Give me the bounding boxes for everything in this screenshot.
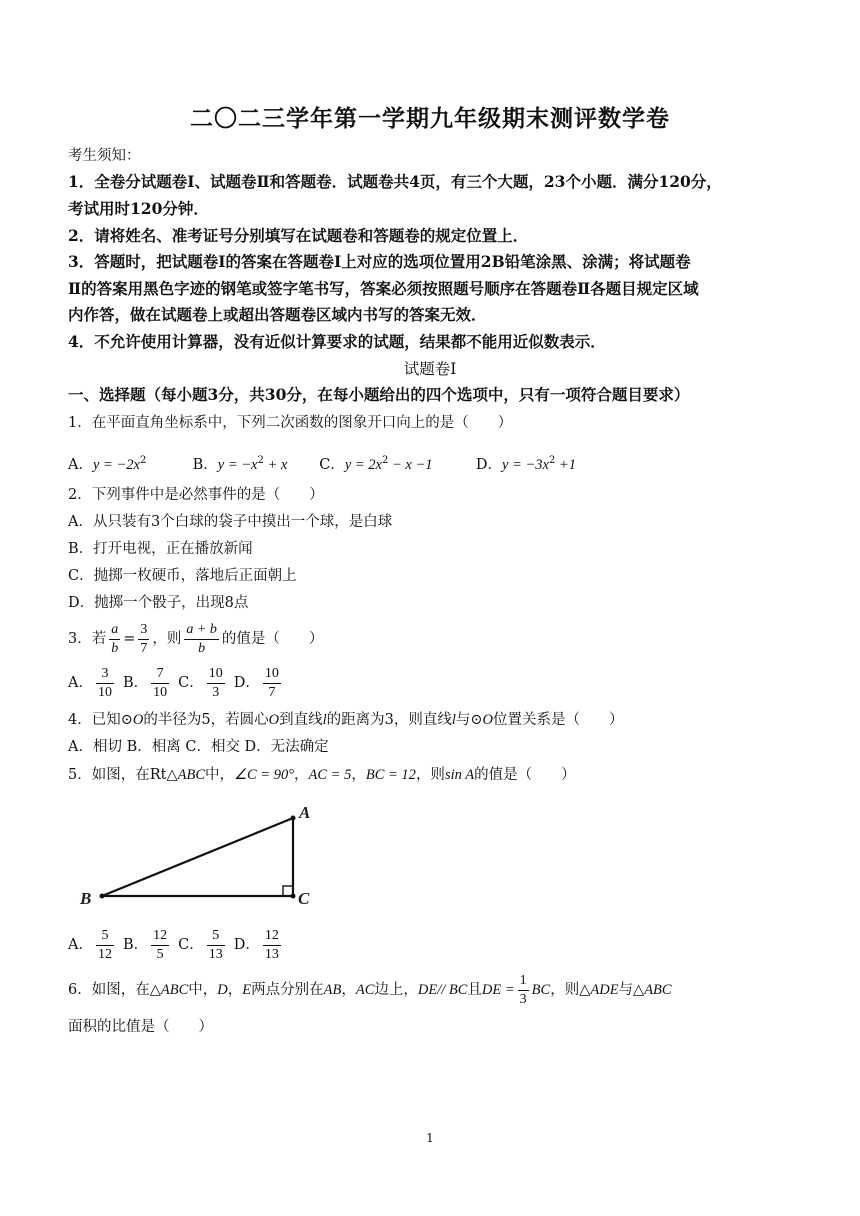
- q1-b-label: B．: [192, 457, 218, 473]
- q4-o2: O: [268, 712, 280, 728]
- q4-part-b: 的半径为5，若圆心: [143, 712, 269, 728]
- q5-point-b: [100, 894, 105, 899]
- q3-options: [68, 664, 798, 702]
- q1-a-label: A．: [68, 457, 93, 473]
- q3-option-label: C．: [178, 675, 204, 691]
- q3-option-fraction: [151, 666, 169, 701]
- q1-d-tail: +1: [555, 457, 576, 473]
- q3-option-numerator: 10: [207, 666, 225, 684]
- notice-item-4: 4．不允许使用计算器，没有近似计算要求的试题，结果都不能用近似数表示．: [68, 332, 606, 351]
- q6-part-k: 与△: [618, 982, 645, 998]
- q6-part-c: ，: [227, 982, 243, 998]
- q3-option-label: D．: [233, 675, 260, 691]
- q2-option-b: B．打开电视，正在播放新闻: [68, 541, 253, 557]
- q1-b-expr: y = −x: [217, 457, 258, 473]
- q5-option-denominator: 5: [156, 946, 164, 962]
- q3-option-numerator: 7: [151, 666, 169, 684]
- q5-option-numerator: 5: [96, 928, 114, 946]
- notice-item-3-cont2: 内作答，做在试题卷上或超出答题卷区域内书写的答案无效．: [68, 305, 487, 324]
- q5-side-ab: [102, 818, 293, 896]
- q3-option-label: A．: [68, 675, 93, 691]
- q6-e: E: [242, 982, 252, 998]
- q2-option-d: D．抛掷一个骰子，出现8点: [68, 595, 249, 611]
- q3-option-a: [68, 664, 117, 702]
- q6-d: D: [217, 982, 228, 998]
- q3-frac-a-b: [109, 622, 120, 657]
- q1-a-expr: y = −2x: [92, 457, 140, 473]
- q3-option-fraction: [207, 666, 225, 701]
- notice-item-2: 2．请将姓名、准考证号分别填写在试题卷和答题卷的规定位置上．: [68, 226, 529, 245]
- q4-part-d: 的距离为3，则直线: [326, 712, 452, 728]
- q5-option-numerator: 12: [151, 928, 169, 946]
- q3-frac-sum: [184, 622, 218, 657]
- q2-stem: 2．下列事件中是必然事件的是（ ）: [68, 487, 324, 503]
- q3-option-denominator: 7: [268, 684, 276, 700]
- q5-label-a: A: [299, 803, 311, 822]
- q5-part-f: 的值是（ ）: [474, 767, 576, 783]
- q1-a-sup: 2: [139, 455, 147, 466]
- q5-part-b: 中，: [205, 767, 235, 783]
- q3-post: 的值是（ ）: [221, 631, 324, 647]
- q5-option-d: [234, 926, 284, 964]
- q5-bc: BC = 12: [365, 767, 416, 783]
- q5-option-label: D．: [233, 937, 260, 953]
- q3-option-numerator: 3: [96, 666, 114, 684]
- q1-c-expr: y = 2x: [344, 457, 382, 473]
- q1-b-sup: 2: [257, 455, 264, 466]
- q1-option-d: [476, 451, 576, 475]
- q5-option-numerator: 12: [263, 928, 281, 946]
- q5-point-c: [291, 894, 296, 899]
- q4-options: A．相切 B．相离 C．相交 D．无法确定: [68, 739, 329, 755]
- q1-d-sup: 2: [548, 455, 556, 466]
- q6-part-a: 6．如图，在△: [68, 982, 161, 998]
- exam-title: 二〇二三学年第一学期九年级期末测评数学卷: [190, 105, 670, 132]
- q1-c-label: C．: [319, 457, 345, 473]
- q5-option-label: B．: [122, 937, 149, 953]
- q6-parallel: DE// BC: [417, 982, 468, 998]
- q1-options: [68, 451, 798, 475]
- q4-l1: l: [322, 712, 327, 728]
- q5-option-fraction: [151, 928, 169, 963]
- q1-b-tail: + x: [263, 457, 288, 473]
- q5-option-fraction: [263, 928, 281, 963]
- q5-option-fraction: [207, 928, 225, 963]
- q5-stem: [68, 765, 798, 785]
- q6-part-b: 中，: [188, 982, 218, 998]
- q5-option-fraction: [96, 928, 114, 963]
- q1-c-sup: 2: [381, 455, 389, 466]
- q5-abc: ABC: [177, 767, 206, 783]
- q4-part-f: 位置关系是（ ）: [493, 712, 624, 728]
- q6-frac-den: 3: [519, 991, 527, 1007]
- q1-d-expr: y = −3x: [501, 457, 549, 473]
- q5-label-c: C: [298, 889, 310, 908]
- notice-item-1-cont: 考试用时120分钟．: [68, 199, 209, 218]
- q5-option-label: A．: [68, 937, 93, 953]
- q5-option-label: C．: [178, 937, 204, 953]
- q3-f3-den: b: [198, 640, 206, 656]
- q5-options: [68, 926, 798, 964]
- notice-item-1: 1．全卷分试题卷Ⅰ、试题卷Ⅱ和答题卷．试题卷共4页，有三个大题，23个小题．满分120分，: [68, 172, 722, 191]
- q3-eq: =: [123, 631, 136, 647]
- q4-stem: [68, 710, 798, 730]
- q1-d-label: D．: [475, 457, 502, 473]
- q5-part-a: 5．如图，在Rt△: [68, 767, 178, 783]
- q6-part-h: 边上，: [374, 982, 418, 998]
- q3-f1-den: b: [111, 640, 119, 656]
- q5-option-c: [178, 926, 228, 964]
- q3-option-c: [178, 664, 228, 702]
- q6-part-g: ，: [341, 982, 356, 998]
- q6-stem-cont: 面积的比值是（ ）: [68, 1019, 213, 1035]
- q6-frac-num: 1: [518, 973, 529, 991]
- q4-o3: O: [482, 712, 494, 728]
- q5-ac: AC = 5: [308, 767, 352, 783]
- q5-option-a: [68, 926, 117, 964]
- q6-ab: AB: [323, 982, 342, 998]
- q6-bc: BC: [531, 982, 551, 998]
- notice-item-3-cont: Ⅱ的答案用黑色字迹的钢笔或签字笔书写，答案必须按照题号顺序在答题卷Ⅱ各题目规定区域: [68, 279, 699, 298]
- q4-part-e: 与⊙: [455, 712, 483, 728]
- q5-part-e: ，则: [415, 767, 445, 783]
- q6-ade: ADE: [590, 982, 619, 998]
- q4-part-c: 到直线: [279, 712, 323, 728]
- q5-option-denominator: 12: [97, 946, 112, 962]
- page-number: 1: [426, 1131, 434, 1145]
- q5-triangle-figure: [76, 800, 326, 912]
- q5-part-d: ，: [351, 767, 366, 783]
- q3-option-d: [234, 664, 284, 702]
- q5-option-denominator: 13: [208, 946, 223, 962]
- q5-option-numerator: 5: [207, 928, 225, 946]
- q1-stem: 1．在平面直角坐标系中，下列二次函数的图象开口向上的是（ ）: [68, 415, 513, 431]
- q3-option-fraction: [96, 666, 114, 701]
- q3-option-numerator: 10: [263, 666, 281, 684]
- q3-option-denominator: 10: [153, 684, 168, 700]
- q6-stem: [68, 971, 798, 1009]
- q5-part-c: ，: [294, 767, 309, 783]
- q5-point-a: [291, 816, 296, 821]
- q3-f1-num: a: [109, 622, 120, 640]
- q3-option-fraction: [263, 666, 281, 701]
- section-heading: 一、选择题（每小题3分，共30分，在每小题给出的四个选项中，只有一项符合题目要求）: [68, 385, 690, 404]
- q3-option-label: B．: [122, 675, 149, 691]
- q5-option-b: [123, 926, 172, 964]
- q2-option-c: C．抛掷一枚硬币，落地后正面朝上: [68, 568, 297, 584]
- q3-f3-num: a + b: [184, 622, 218, 640]
- volume-heading: 试题卷Ⅰ: [403, 360, 457, 378]
- notice-item-3: 3．答题时，把试题卷Ⅰ的答案在答题卷Ⅰ上对应的选项位置用2B铅笔涂黑、涂满；将试题卷: [68, 252, 691, 271]
- q2-option-a: A．从只装有3个白球的袋子中摸出一个球，是白球: [68, 514, 393, 530]
- q1-option-b: [193, 451, 315, 475]
- q3-stem: [68, 620, 798, 658]
- q1-option-c: [319, 451, 471, 475]
- q6-frac-1-3: [518, 973, 529, 1008]
- q4-l2: l: [451, 712, 456, 728]
- q1-option-a: [68, 451, 188, 475]
- q6-part-j: ，则△: [550, 982, 591, 998]
- notice-heading: 考生须知：: [68, 148, 141, 164]
- q6-part-f: 两点分别在: [251, 982, 324, 998]
- q6-part-i: 且: [467, 982, 482, 998]
- q6-ac: AC: [355, 982, 375, 998]
- q3-mid: ，则: [152, 631, 182, 647]
- q4-part-a: 4．已知⊙: [68, 712, 133, 728]
- q3-f2-num: 3: [138, 622, 149, 640]
- q3-f2-den: 7: [140, 640, 148, 656]
- q6-de: DE =: [481, 982, 515, 998]
- q3-option-b: [123, 664, 172, 702]
- q5-sin: sin A: [444, 767, 475, 783]
- q3-pre: 3．若: [68, 631, 107, 647]
- q3-frac-3-7: [138, 622, 149, 657]
- q6-abc: ABC: [160, 982, 189, 998]
- q3-option-denominator: 3: [212, 684, 220, 700]
- q5-label-b: B: [80, 889, 92, 908]
- q4-o1: O: [132, 712, 144, 728]
- q1-c-tail: − x −1: [388, 457, 433, 473]
- q5-angle: ∠C = 90°: [234, 767, 295, 783]
- q3-option-denominator: 10: [97, 684, 112, 700]
- q5-option-denominator: 13: [264, 946, 279, 962]
- q6-abc2: ABC: [644, 982, 672, 998]
